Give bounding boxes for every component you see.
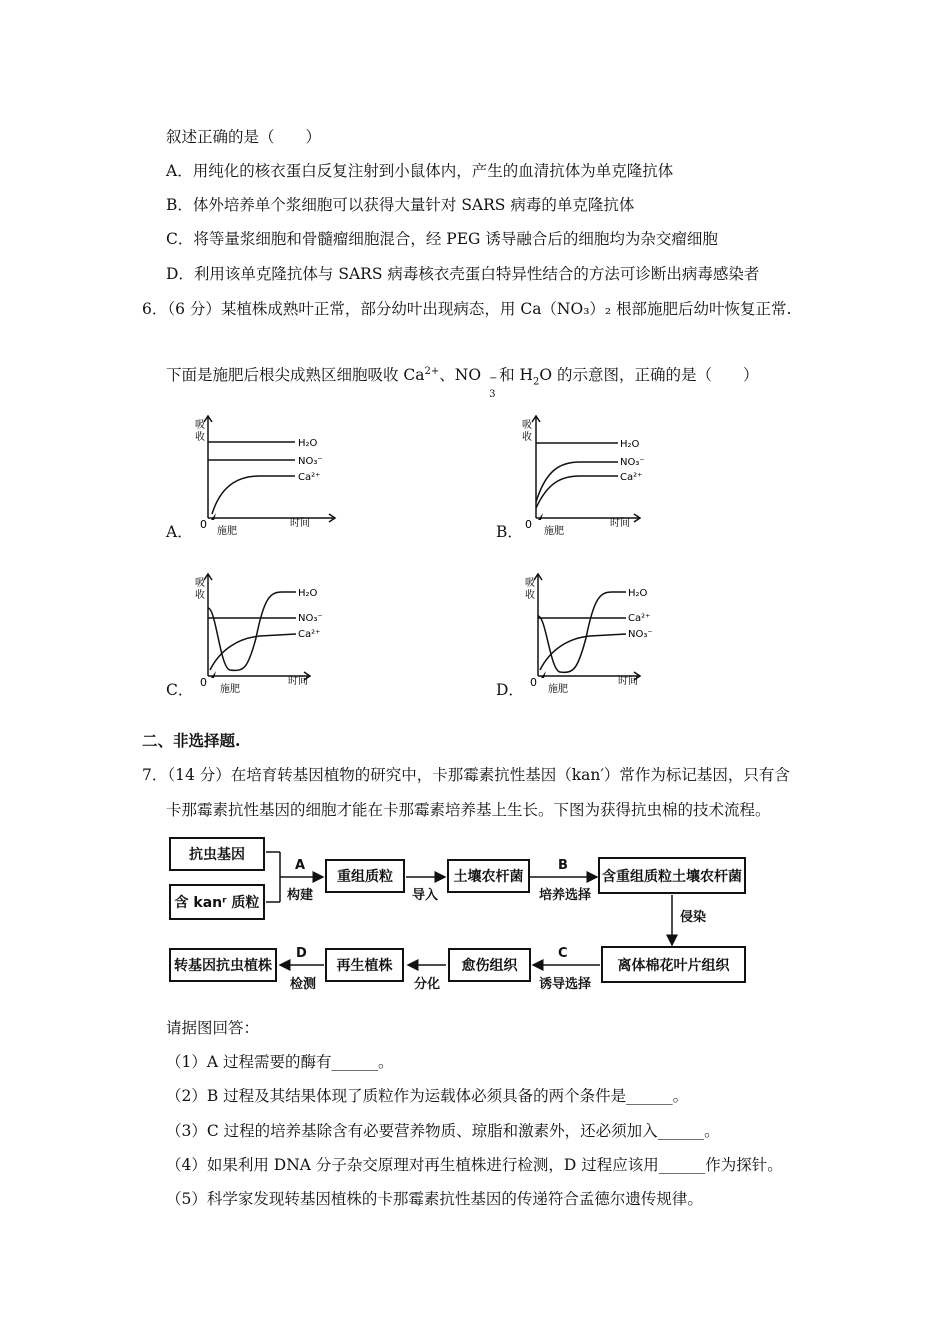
graph-a-ylabel-1: 吸 <box>195 420 205 431</box>
graph-c-h2o-line <box>208 592 296 670</box>
graph-d-origin: 0 <box>530 676 537 689</box>
q7-sub-2: （2）B 过程及其结果体现了质粒作为运载体必须具备的两个条件是______。 <box>166 1087 689 1105</box>
graph-b-label-no3: NO₃⁻ <box>620 457 645 468</box>
q7-prompt: 请据图回答： <box>166 1019 260 1037</box>
graph-a-label-h2o: H₂O <box>298 438 318 449</box>
flow-label-detect: 检测 <box>290 977 317 992</box>
graph-d-xlabel: 时间 <box>618 676 638 687</box>
graph-b-ca-line <box>536 476 618 508</box>
graph-d-letter: D． <box>496 681 524 699</box>
graph-c-xlabel: 时间 <box>288 676 308 687</box>
flow-label-c: C <box>558 946 568 961</box>
q7-line2: 卡那霉素抗性基因的细胞才能在卡那霉素培养基上生长。下图为获得抗虫棉的技术流程。 <box>166 801 771 819</box>
graph-d-fert: 施肥 <box>548 684 568 695</box>
graph-a-fert: 施肥 <box>217 526 237 537</box>
graph-c-label-no3: NO₃⁻ <box>298 613 323 624</box>
q7-sub-1: （1）A 过程需要的酶有______。 <box>166 1053 394 1071</box>
graph-b-xlabel: 时间 <box>610 518 630 529</box>
graph-b-fert: 施肥 <box>544 526 564 537</box>
graph-c-label-ca: Ca²⁺ <box>298 629 321 640</box>
graph-d-label-no3: NO₃⁻ <box>628 629 653 640</box>
q5-option-b: B．体外培养单个浆细胞可以获得大量针对 SARS 病毒的单克隆抗体 <box>166 196 635 214</box>
flow-label-b: B <box>558 858 568 873</box>
flow-label-construct: 构建 <box>287 888 314 903</box>
graph-a-label-ca: Ca²⁺ <box>298 472 321 483</box>
graph-b-origin: 0 <box>525 518 532 531</box>
q7-line1: 7．（14 分）在培育转基因植物的研究中，卡那霉素抗性基因（kan′）常作为标记基因，只有含 <box>142 766 790 784</box>
graph-d-h2o-line <box>538 592 626 672</box>
graph-b-label-h2o: H₂O <box>620 439 640 450</box>
flow-box-agrobacterium: 土壤农杆菌 <box>447 859 530 893</box>
graph-a-xlabel: 时间 <box>290 518 310 529</box>
flow-box-insect-gene: 抗虫基因 <box>169 837 265 871</box>
graph-d-no3-line <box>540 634 626 670</box>
graph-c-ylabel-2: 收 <box>195 590 205 601</box>
graph-b-no3-line <box>536 462 618 502</box>
flow-label-infect: 侵染 <box>680 910 707 925</box>
q5-stem-end: 叙述正确的是（ ） <box>166 128 322 146</box>
flow-label-culture-select: 培养选择 <box>539 888 592 903</box>
graph-c <box>190 568 340 698</box>
graph-b-ylabel-2: 收 <box>522 432 532 443</box>
graph-d-ylabel-1: 吸 <box>525 578 535 589</box>
graph-b-label-ca: Ca²⁺ <box>620 472 643 483</box>
graph-d-ylabel-2: 收 <box>525 590 535 601</box>
q5-option-c: C．将等量浆细胞和骨髓瘤细胞混合，经 PEG 诱导融合后的细胞均为杂交瘤细胞 <box>166 230 718 248</box>
graph-d-label-h2o: H₂O <box>628 588 648 599</box>
flow-box-callus: 愈伤组织 <box>448 948 531 982</box>
section2-heading: 二、非选择题. <box>142 731 241 750</box>
graph-a-ca-line <box>212 476 295 514</box>
q5-option-d: D．利用该单克隆抗体与 SARS 病毒核衣壳蛋白特异性结合的方法可诊断出病毒感染者 <box>166 265 760 283</box>
graph-a-letter: A． <box>166 523 193 541</box>
graph-d <box>520 568 670 698</box>
graph-b <box>520 410 670 540</box>
flow-label-differentiate: 分化 <box>414 977 441 992</box>
q6-line2: 下面是施肥后根尖成熟区细胞吸收 $Ca^{2+}$、NO − 3 和 $H_2O$ 的示意图，正确的是（ ） <box>166 366 759 401</box>
q6-line1: 6．（6 分）某植株成熟叶正常，部分幼叶出现病态，用 Ca（NO₃）₂ 根部施肥后幼叶恢复正常. <box>142 300 792 318</box>
flow-box-kan-plasmid: 含 kanʳ 质粒 <box>169 884 265 920</box>
graph-c-origin: 0 <box>200 676 207 689</box>
graph-a <box>190 410 340 540</box>
flow-label-import: 导入 <box>412 888 439 903</box>
graph-a-label-no3: NO₃⁻ <box>298 456 323 467</box>
graph-c-ca-line <box>210 634 296 670</box>
graph-c-ylabel-1: 吸 <box>195 578 205 589</box>
flow-label-a: A <box>295 858 306 873</box>
graph-d-label-ca: Ca²⁺ <box>628 613 651 624</box>
graph-a-origin: 0 <box>200 518 207 531</box>
q5-option-a: A．用纯化的核衣蛋白反复注射到小鼠体内，产生的血清抗体为单克隆抗体 <box>166 162 674 180</box>
graph-a-ylabel-2: 收 <box>195 432 205 443</box>
q7-sub-3: （3）C 过程的培养基除含有必要营养物质、琼脂和激素外，还必须加入______。 <box>166 1122 720 1140</box>
flow-label-d: D <box>296 946 307 961</box>
q7-sub-4: （4）如果利用 DNA 分子杂交原理对再生植株进行检测，D 过程应该用______作为探针。 <box>166 1156 783 1174</box>
flow-box-leaf-tissue: 离体棉花叶片组织 <box>601 946 746 983</box>
flow-box-transgenic-plant: 转基因抗虫植株 <box>169 948 277 982</box>
q7-sub-5: （5）科学家发现转基因植株的卡那霉素抗性基因的传递符合孟德尔遗传规律。 <box>166 1190 703 1208</box>
graph-c-fert: 施肥 <box>220 684 240 695</box>
graph-c-label-h2o: H₂O <box>298 588 318 599</box>
flow-box-regenerated-plant: 再生植株 <box>325 948 404 982</box>
flow-label-induce-select: 诱导选择 <box>539 977 592 992</box>
graph-c-letter: C． <box>166 681 194 699</box>
graph-b-ylabel-1: 吸 <box>522 420 532 431</box>
flow-box-recombinant-agrobacterium: 含重组质粒土壤农杆菌 <box>598 857 746 894</box>
flow-box-recombinant-plasmid: 重组质粒 <box>325 859 405 893</box>
graph-b-letter: B． <box>496 523 523 541</box>
